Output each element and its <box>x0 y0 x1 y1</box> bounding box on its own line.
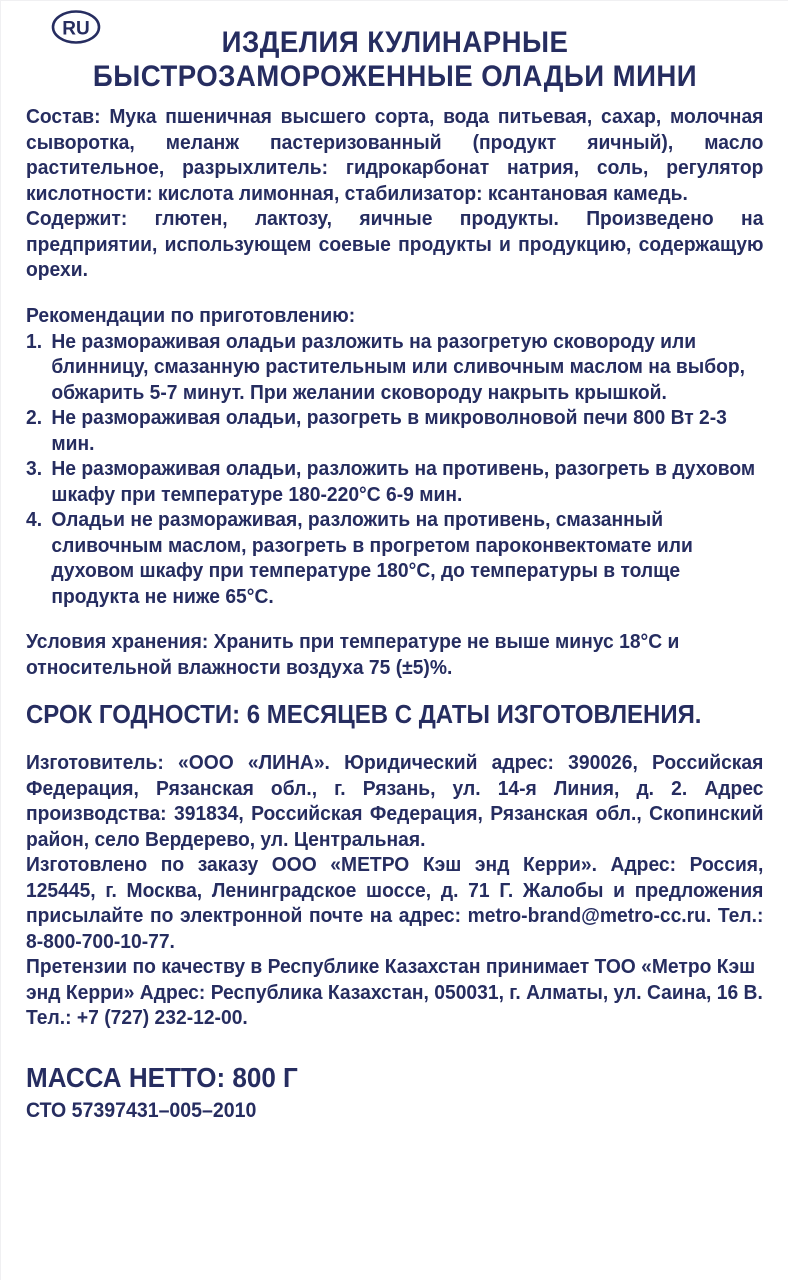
allergens-paragraph <box>26 206 763 283</box>
step-text: Не размораживая оладьи разложить на разогретую сковороду или блинницу, смазанную растительным или сливочным маслом на выбор, обжарить 5-7 минут. При желании сковороду накрыть крышкой. <box>51 329 746 404</box>
net-weight: МАССА НЕТТО: 800 Г <box>26 1061 298 1093</box>
ru-badge-text: RU <box>62 18 90 40</box>
storage-label: Условия хранения: <box>26 630 209 653</box>
manufacturer-label: Изготовитель: <box>26 751 164 774</box>
cooking-step <box>26 507 763 609</box>
step-text: Не размораживая оладьи, разогреть в микроволновой печи 800 Вт 2-3 мин. <box>51 406 727 455</box>
standard-code: СТО 57397431–005–2010 <box>26 1098 257 1122</box>
allergens-label: Содержит: <box>26 207 128 230</box>
title-line-2: БЫСТРОЗАМОРОЖЕННЫЕ ОЛАДЬИ МИНИ <box>92 60 698 93</box>
storage-paragraph <box>26 629 763 680</box>
spacer <box>26 609 764 629</box>
kazakhstan-label: Претензии по качеству в Республике Казахстан принимает ТОО «Метро Кэш энд Керри» Адрес: <box>26 955 756 1004</box>
spacer <box>26 1031 764 1061</box>
shelf-life-statement: СРОК ГОДНОСТИ: 6 МЕСЯЦЕВ С ДАТЫ ИЗГОТОВЛЕНИЯ. <box>26 701 702 729</box>
kazakhstan-paragraph <box>26 954 763 1031</box>
ordered-by-text: Россия, 125445, г. Москва, Ленинградское шоссе, д. 71 Г. Жалобы и предложения присылайте по электронной почте на адрес: metro-brand@metro-cc.ru. Тел.: 8-800-700-10-77. <box>26 853 764 953</box>
legal-address-text: 390026, Российская Федерация, Рязанская обл., г. Рязань, ул. 14-я Линия, д. 2. <box>26 751 764 800</box>
step-number: 3. <box>26 457 43 480</box>
composition-paragraph <box>26 104 763 206</box>
cooking-steps-list <box>26 329 763 610</box>
kazakhstan-text: Республика Казахстан, 050031, г. Алматы, ул. Саина, 16 В. Тел.: +7 (727) 232-12-00. <box>26 980 763 1029</box>
allergens-text: глютен, лактозу, яичные продукты. Произведено на предприятии, использующем соевые продукты и продукцию, содержащую орехи. <box>26 207 764 281</box>
legal-address-label: Юридический адрес: <box>344 751 554 774</box>
ordered-by-paragraph <box>26 852 763 954</box>
step-number: 1. <box>26 329 43 353</box>
spacer <box>26 680 764 700</box>
cooking-heading: Рекомендации по приготовлению: <box>26 303 356 327</box>
step-text: Не размораживая оладьи, разложить на противень, разогреть в духовом шкафу при температуре 180-220°С 6-9 мин. <box>51 457 756 506</box>
step-number: 2. <box>26 406 43 429</box>
cooking-step <box>26 329 763 406</box>
title-line-1: ИЗДЕЛИЯ КУЛИНАРНЫЕ <box>221 26 569 59</box>
manufacturer-name: «ООО «ЛИНА». <box>163 751 345 774</box>
composition-label: Состав: <box>26 105 101 128</box>
page-title <box>26 10 764 94</box>
ordered-by-label: Изготовлено по заказу ООО «МЕТРО Кэш энд Керри». Адрес: <box>26 853 677 876</box>
production-address-text: 391834, Российская Федерация, Рязанская обл., Скопинский район, село Вердерево, ул. Центральная. <box>26 802 764 851</box>
cooking-step <box>26 405 763 456</box>
step-number: 4. <box>26 508 43 531</box>
cooking-step <box>26 456 763 507</box>
production-address-label: Адрес производства: <box>26 776 764 825</box>
spacer <box>26 730 764 750</box>
spacer <box>26 283 764 303</box>
storage-text: Хранить при температуре не выше минус 18°С и относительной влажности воздуха 75 (±5)%. <box>26 630 680 679</box>
manufacturer-paragraph <box>26 750 763 852</box>
composition-text: Мука пшеничная высшего сорта, вода питьевая, сахар, молочная сыворотка, меланж пастеризованный (продукт яичный), масло растительное, разрыхлитель: гидрокарбонат натрия, соль, регулятор кислотности: кислота лимонная, стабилизатор: ксантановая камедь. <box>26 105 764 205</box>
label-header <box>26 0 764 104</box>
step-text: Оладьи не размораживая, разложить на противень, смазанный сливочным маслом, разогреть в прогретом пароконвектомате или духовом шкафу при температуре 180°С, до температуры в толще продукта не ниже 65°С. <box>51 508 693 608</box>
